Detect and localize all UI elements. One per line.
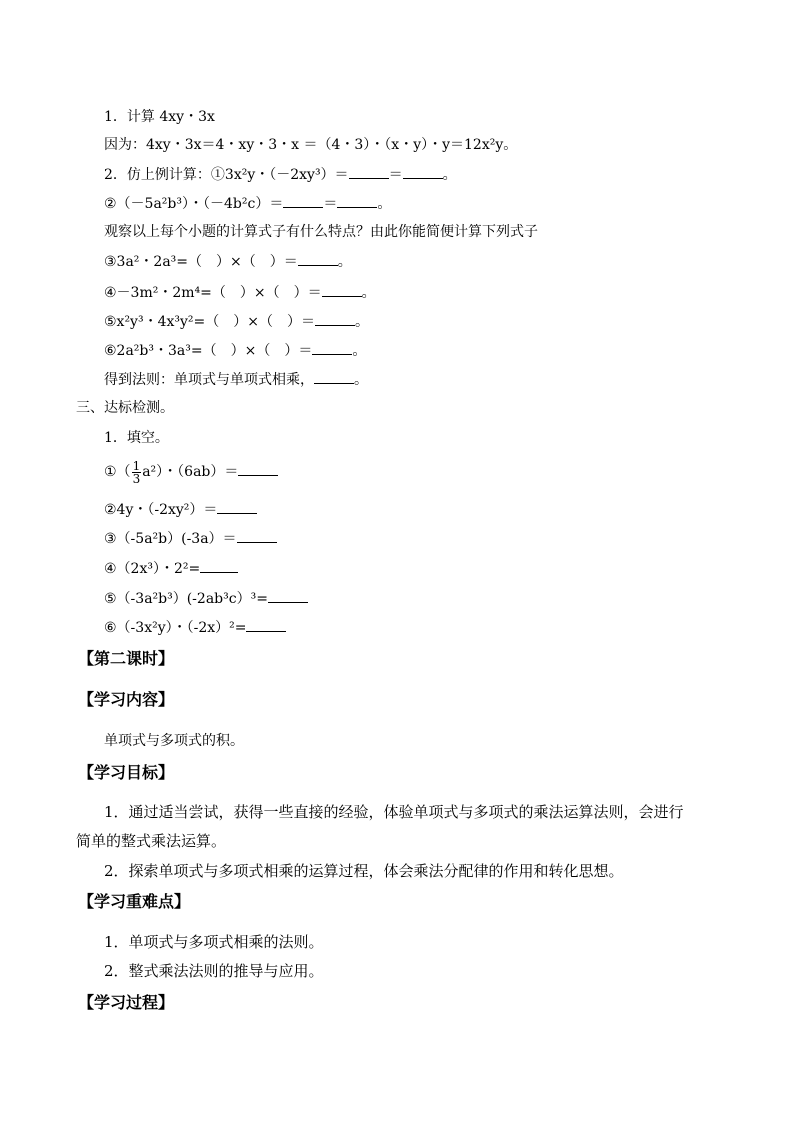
check-item-3: ③（-5a²b）(-3a）＝ xyxy=(104,528,277,549)
check-item-2: ②4y・（-2xy²）＝ xyxy=(104,499,257,520)
answer-blank[interactable] xyxy=(337,193,377,208)
answer-blank[interactable] xyxy=(315,311,355,326)
check-item-1: ①（ $\frac{1}{3}$ a²）・（6ab）＝ xyxy=(104,458,278,486)
answer-blank[interactable] xyxy=(403,164,443,179)
check-item-5: ⑤（-3a²b³）(-2ab³c）³= xyxy=(104,588,308,609)
goal-1-line-1: 1．通过适当尝试，获得一些直接的经验，体验单项式与多项式的乘法运算法则，会进行 xyxy=(104,803,684,821)
example-line-2: 因为：4xy・3x＝4・xy・3・x ＝（4・3）・（x・y）・y＝12x²y。 xyxy=(104,137,518,153)
fraction: $\frac{1}{3}$ xyxy=(132,458,141,486)
answer-blank[interactable] xyxy=(268,588,308,603)
exercise-2-line-2: ②（－5a²b³）・（－4b²c）＝ ＝ 。 xyxy=(104,193,391,214)
answer-blank[interactable] xyxy=(314,369,354,384)
answer-blank[interactable] xyxy=(283,193,323,208)
check-item-6: ⑥（-3x²y）・（-2x）²= xyxy=(104,617,286,638)
exercise-6: ⑥2a²b³・3a³=（ ）×（ ）＝ 。 xyxy=(104,340,366,361)
key-points-heading: 【学习重难点】 xyxy=(78,892,191,911)
rule-summary: 得到法则：单项式与单项式相乘， 。 xyxy=(104,369,368,390)
content-text: 单项式与多项式的积。 xyxy=(104,733,244,749)
goal-1-line-2: 简单的整式乘法运算。 xyxy=(76,832,227,850)
answer-blank[interactable] xyxy=(217,499,257,514)
answer-blank[interactable] xyxy=(238,461,278,476)
answer-blank[interactable] xyxy=(200,558,238,573)
goal-2: 2．探索单项式与多项式相乘的运算过程，体会乘法分配律的作用和转化思想。 xyxy=(104,862,624,880)
key-point-2: 2．整式乘法法则的推导与应用。 xyxy=(104,962,324,980)
exercise-4: ④－3m²・2m⁴=（ ）×（ ）＝ 。 xyxy=(104,282,376,303)
example-line-1: 1．计算 4xy・3x xyxy=(104,109,215,125)
observation-text: 观察以上每个小题的计算式子有什么特点？由此你能简便计算下列式子 xyxy=(104,224,538,240)
answer-blank[interactable] xyxy=(246,617,286,632)
goal-heading: 【学习目标】 xyxy=(78,763,175,782)
process-heading: 【学习过程】 xyxy=(78,993,175,1012)
answer-blank[interactable] xyxy=(312,340,352,355)
key-point-1: 1．单项式与多项式相乘的法则。 xyxy=(104,933,324,951)
exercise-3: ③3a²・2a³=（ ）×（ ）＝ 。 xyxy=(104,251,352,272)
content-heading: 【学习内容】 xyxy=(78,690,175,709)
exercise-5: ⑤x²y³・4x³y²=（ ）×（ ）＝ 。 xyxy=(104,311,369,332)
answer-blank[interactable] xyxy=(349,164,389,179)
answer-blank[interactable] xyxy=(298,251,338,266)
answer-blank[interactable] xyxy=(322,282,362,297)
fill-in-heading: 1．填空。 xyxy=(104,430,169,446)
exercise-2-line-1: 2．仿上例计算：①3x²y・（－2xy³）＝ ＝ 。 xyxy=(104,164,457,185)
section-3-title: 三、达标检测。 xyxy=(76,400,174,416)
answer-blank[interactable] xyxy=(237,528,277,543)
check-item-4: ④（2x³）・2²= xyxy=(104,558,238,579)
lesson-2-heading: 【第二课时】 xyxy=(78,649,175,668)
